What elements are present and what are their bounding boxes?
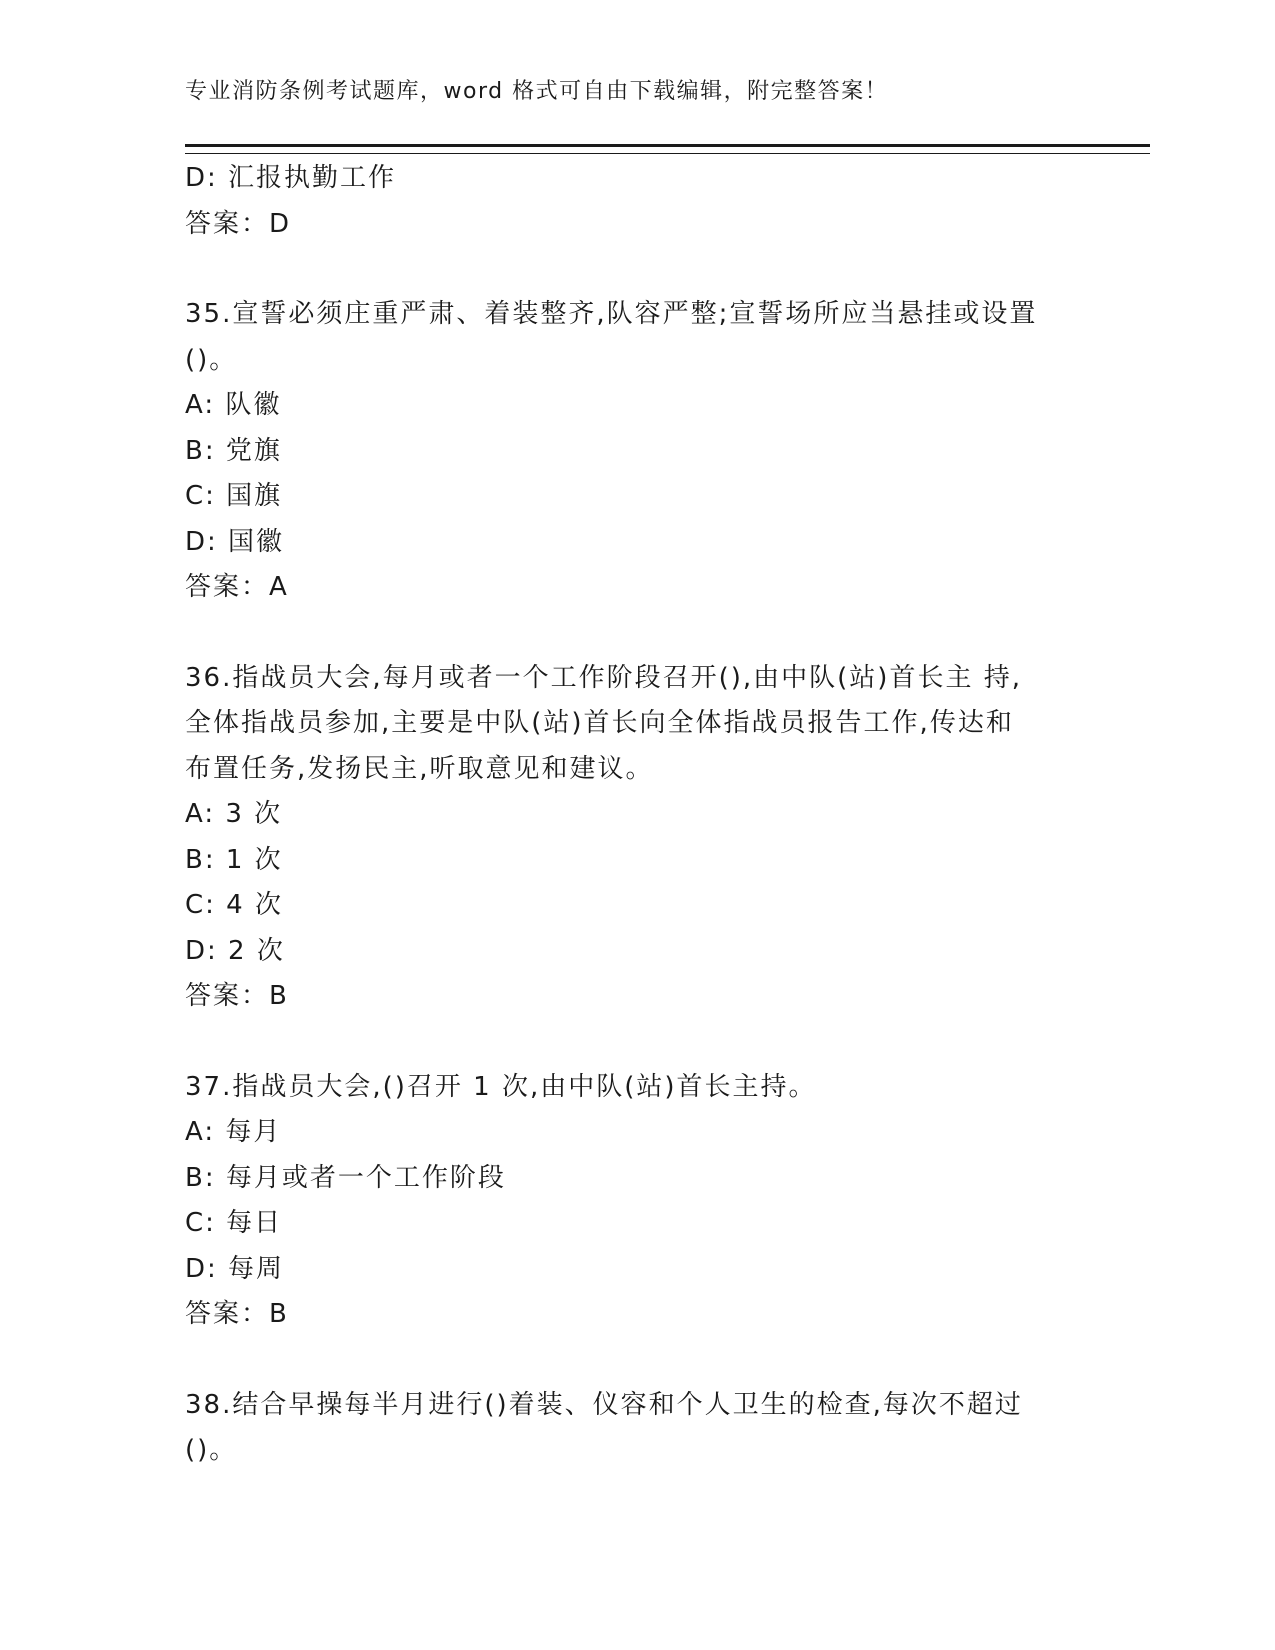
question-text-line: 37.指战员大会,()召开 1 次,由中队(站)首长主持。 <box>185 1071 817 1102</box>
prev-answer: 答案：D <box>185 208 292 239</box>
question-38 <box>185 1383 1085 1474</box>
question-text-line: 38.结合早操每半月进行()着装、仪容和个人卫生的检查,每次不超过 <box>185 1389 1023 1420</box>
option-d: D: 2 次 <box>185 935 285 966</box>
spacer <box>185 1338 1085 1383</box>
document-body <box>185 156 1085 1474</box>
option-b: B: 党旗 <box>185 435 282 466</box>
question-text-line: 35.宣誓必须庄重严肃、着装整齐,队容严整;宣誓场所应当悬挂或设置 <box>185 299 1038 329</box>
answer: 答案：B <box>185 1299 289 1329</box>
question-35 <box>185 292 1085 611</box>
question-text-line: ()。 <box>185 1435 238 1465</box>
answer: 答案：A <box>185 572 289 602</box>
spacer <box>185 1020 1085 1065</box>
question-37 <box>185 1065 1085 1338</box>
question-text-line: 布置任务,发扬民主,听取意见和建议。 <box>185 753 654 784</box>
option-a: A: 3 次 <box>185 799 283 829</box>
option-a: A: 队徽 <box>185 390 282 420</box>
option-d: D: 每周 <box>185 1253 285 1284</box>
option-c: C: 4 次 <box>185 890 283 920</box>
option-c: C: 国旗 <box>185 481 283 511</box>
option-b: B: 1 次 <box>185 844 283 875</box>
question-text-line: 36.指战员大会,每月或者一个工作阶段召开(),由中队(站)首长主 持, <box>185 662 1022 693</box>
answer: 答案：B <box>185 981 289 1011</box>
option-b: B: 每月或者一个工作阶段 <box>185 1162 506 1193</box>
question-36 <box>185 656 1085 1020</box>
header-divider <box>185 144 1150 154</box>
spacer <box>185 247 1085 292</box>
question-text-line: 全体指战员参加,主要是中队(站)首长向全体指战员报告工作,传达和 <box>185 708 1014 738</box>
page-header: 专业消防条例考试题库，word 格式可自由下载编辑，附完整答案！ <box>185 79 889 104</box>
spacer <box>185 611 1085 656</box>
question-text-line: ()。 <box>185 344 238 375</box>
option-c: C: 每日 <box>185 1208 283 1238</box>
option-a: A: 每月 <box>185 1117 282 1147</box>
prev-option-d: D: 汇报执勤工作 <box>185 163 397 193</box>
option-d: D: 国徽 <box>185 526 285 557</box>
